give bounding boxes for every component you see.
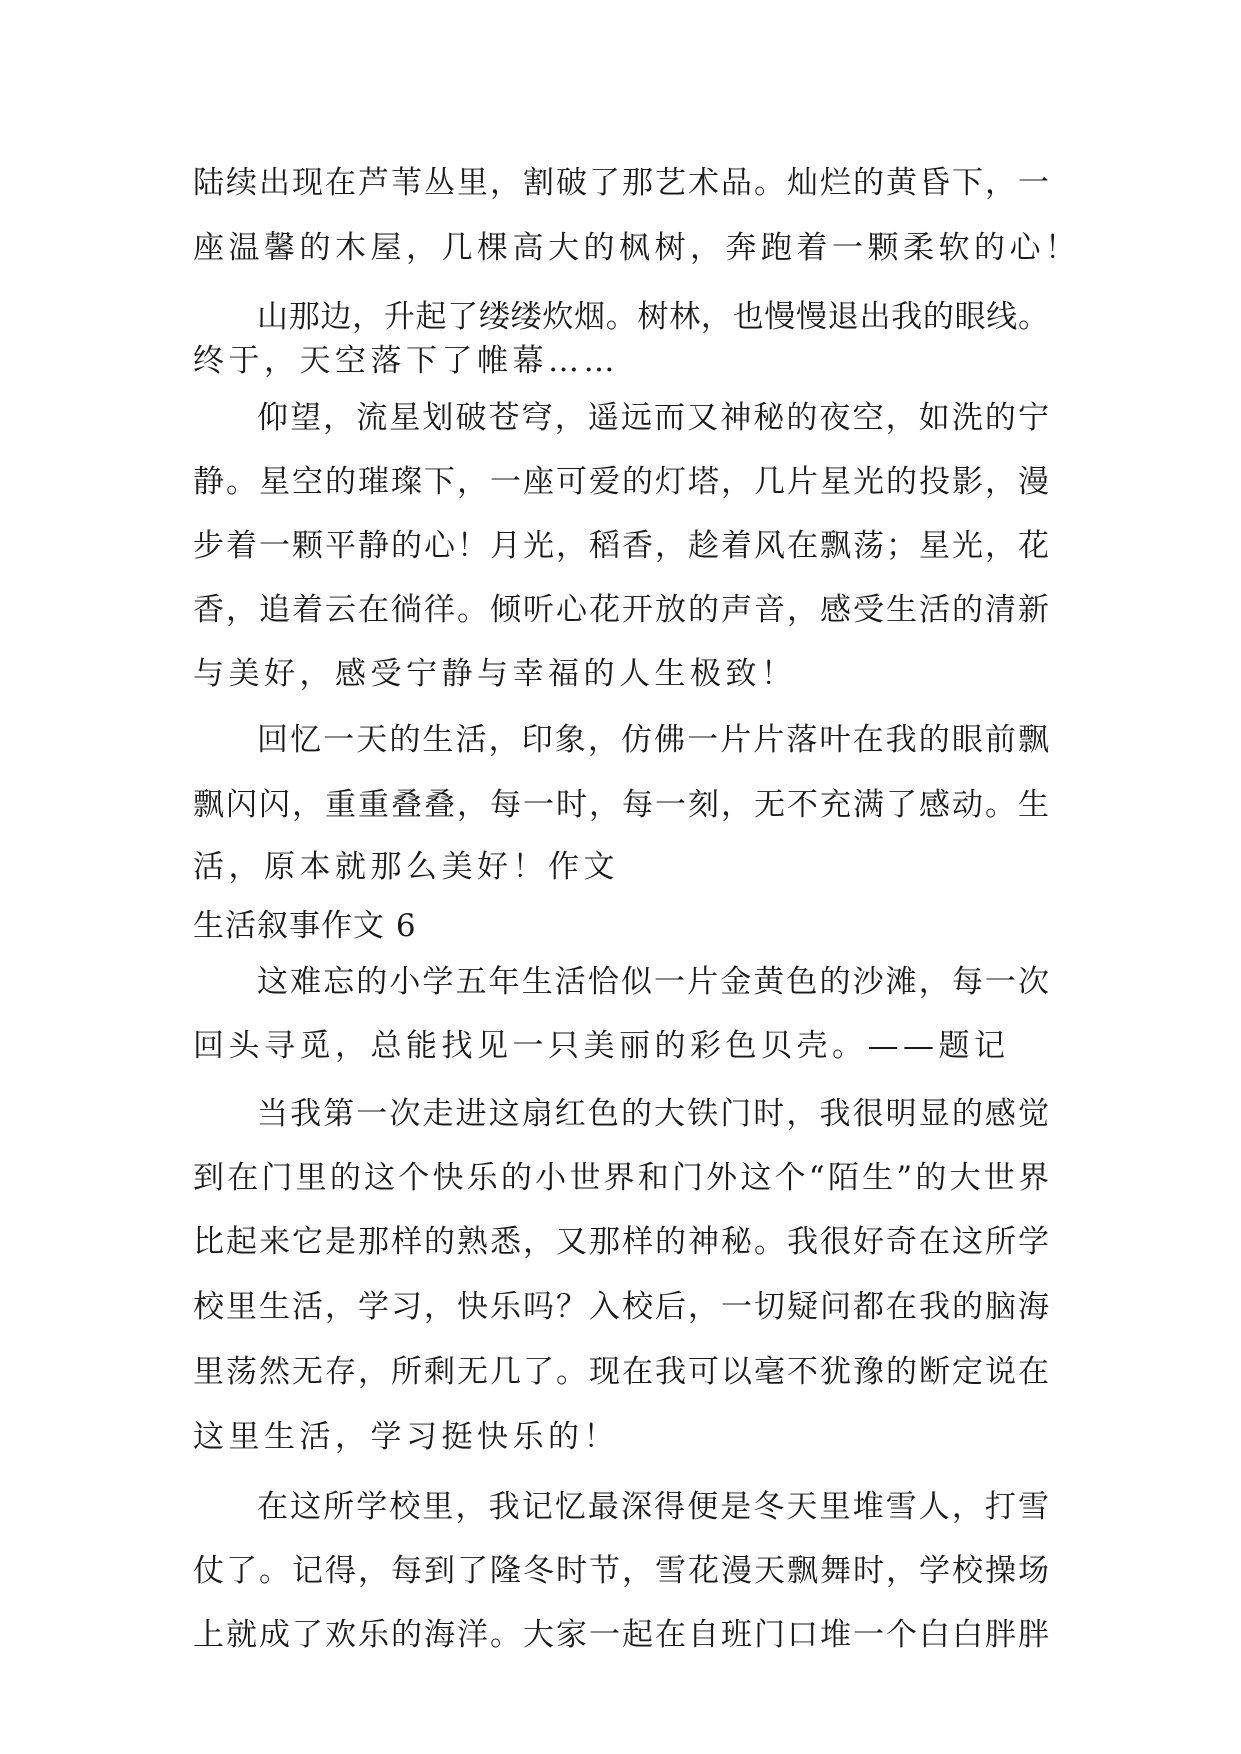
text-line: 香，追着云在徜徉。倾听心花开放的声音，感受生活的清新 <box>193 592 1049 628</box>
text-line: 与美好，感受宁静与幸福的人生极致！ <box>193 656 797 692</box>
text-line: 这难忘的小学五年生活恰似一片金黄色的沙滩，每一次 <box>257 964 1049 1000</box>
text-line: 到在门里的这个快乐的小世界和门外这个“陌生”的大世界 <box>193 1160 1049 1196</box>
text-line: 回头寻觅，总能找见一只美丽的彩色贝壳。——题记 <box>193 1028 1010 1064</box>
text-line: 上就成了欢乐的海洋。大家一起在自班门口堆一个白白胖胖 <box>193 1617 1049 1653</box>
text-line: 在这所学校里，我记忆最深得便是冬天里堆雪人，打雪 <box>257 1489 1049 1525</box>
text-line: 座温馨的木屋，几棵高大的枫树，奔跑着一颗柔软的心！ <box>193 230 1081 266</box>
text-line: 这里生活，学习挺快乐的！ <box>193 1419 619 1455</box>
text-line: 里荡然无存，所剩无几了。现在我可以毫不犹豫的断定说在 <box>193 1354 1049 1390</box>
text-line: 回忆一天的生活，印象，仿佛一片片落叶在我的眼前飘 <box>257 722 1049 758</box>
text-line: 比起来它是那样的熟悉，又那样的神秘。我很好奇在这所学 <box>193 1224 1049 1260</box>
text-line: 山那边，升起了缕缕炊烟。树林，也慢慢退出我的眼线。 <box>257 299 1049 335</box>
text-line: 活，原本就那么美好！作文 <box>193 849 619 885</box>
text-line: 步着一颗平静的心！月光，稻香，趁着风在飘荡；星光，花 <box>193 528 1049 564</box>
text-line: 陆续出现在芦苇丛里，割破了那艺术品。灿烂的黄昏下，一 <box>193 165 1049 201</box>
text-line: 仰望，流星划破苍穹，遥远而又神秘的夜空，如洗的宁 <box>257 400 1049 436</box>
text-line: 飘闪闪，重重叠叠，每一时，每一刻，无不充满了感动。生 <box>193 787 1049 823</box>
text-line: 终于，天空落下了帷幕…… <box>193 343 619 379</box>
text-line: 当我第一次走进这扇红色的大铁门时，我很明显的感觉 <box>257 1096 1049 1132</box>
section-heading: 生活叙事作文 6 <box>193 908 417 944</box>
text-line: 静。星空的璀璨下，一座可爱的灯塔，几片星光的投影，漫 <box>193 464 1049 500</box>
text-line: 仗了。记得，每到了隆冬时节，雪花漫天飘舞时，学校操场 <box>193 1553 1049 1589</box>
text-line: 校里生活，学习，快乐吗？入校后，一切疑问都在我的脑海 <box>193 1289 1049 1325</box>
